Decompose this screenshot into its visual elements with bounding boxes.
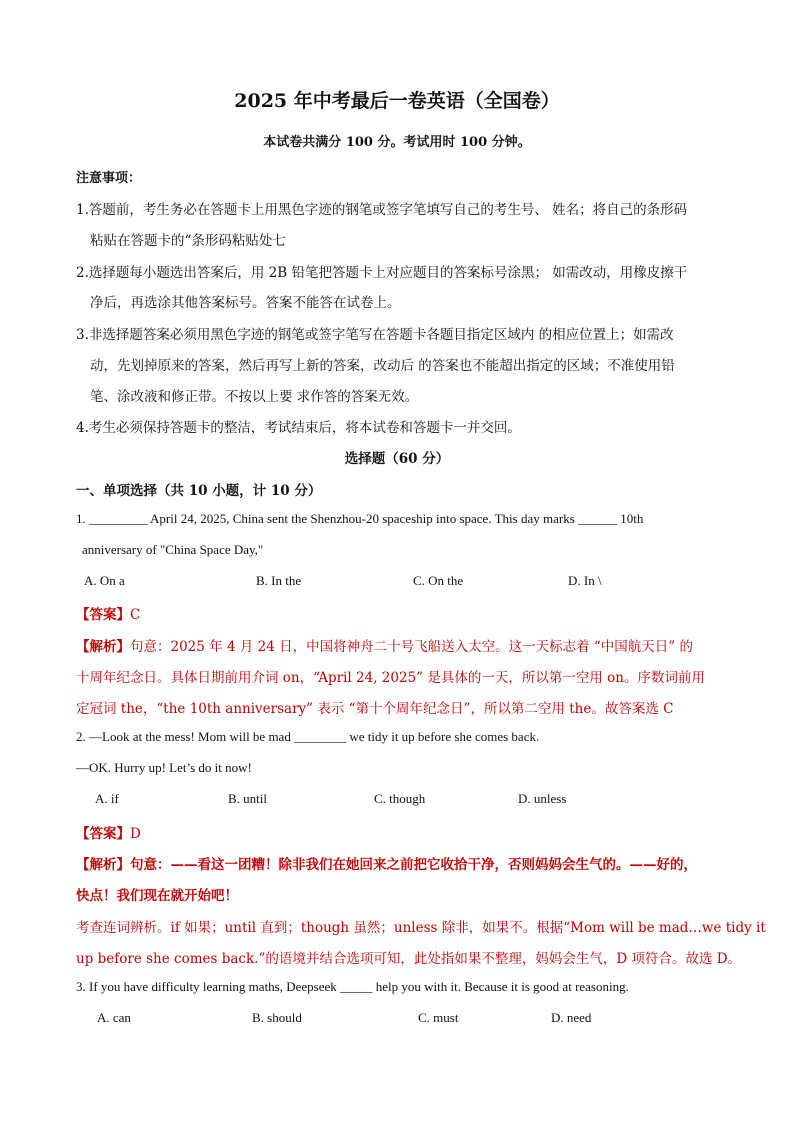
option-b: B. until: [228, 791, 268, 806]
notice-line: 4.考生必须保持答题卡的整洁，考试结束后，将本试卷和答题卡一并交回。: [76, 420, 521, 436]
question-stem: anniversary of "China Space Day,": [82, 542, 264, 557]
answer-label: 【答案】: [76, 607, 130, 623]
question-stem: 1. _________ April 24, 2025, China sent the Shenzhou-20 spaceship into space. This day marks ______ 10th: [76, 511, 644, 526]
notice-heading: 注意事项：: [76, 171, 142, 186]
question-stem: —OK. Hurry up! Let’s do it now!: [76, 760, 252, 775]
notice-line: 净后，再选涂其他答案标号。答案不能答在试卷上。: [90, 295, 401, 311]
analysis-text: 快点！我们现在就开始吧！: [76, 888, 238, 904]
page-subtitle: 本试卷共满分 100 分。考试用时 100 分钟。: [263, 135, 531, 150]
analysis-label: 【解析】: [76, 639, 130, 655]
answer-value: C: [130, 607, 141, 623]
analysis-text: 考查连词辨析。if 如果；until 直到；though 虽然；unless 除非，如果不。根据“Mom will be mad…we tidy it: [76, 920, 766, 936]
option-c: C. must: [418, 1010, 459, 1025]
notice-line: 1.答题前，考生务必在答题卡上用黑色字迹的钢笔或签字笔填写自己的考生号、 姓名；将自己的条形码: [76, 202, 688, 218]
analysis-row: [76, 853, 697, 873]
answer-row: [76, 822, 141, 842]
analysis-text: 定冠词 the，“the 10th anniversary” 表示 “第十个周年纪念日”，所以第二空用 the。故答案选 C: [76, 701, 674, 717]
analysis-text: 十周年纪念日。具体日期前用介词 on，“April 24, 2025” 是具体的一天，所以第一空用 on。序数词前用: [76, 670, 705, 686]
option-a: A. can: [97, 1010, 131, 1025]
option-d: D. unless: [518, 791, 567, 806]
notice-line: 粘贴在答题卡的“条形码粘贴处七: [90, 233, 286, 249]
option-d: D. In \: [568, 573, 602, 588]
option-b: B. In the: [256, 573, 302, 588]
option-d: D. need: [551, 1010, 592, 1025]
analysis-text: up before she comes back.”的语境并结合选项可知，此处指如果不整理，妈妈会生气，D 项符合。故选 D。: [76, 951, 742, 967]
option-b: B. should: [252, 1010, 302, 1025]
option-c: C. On the: [413, 573, 464, 588]
analysis-text: 句意：2025 年 4 月 24 日，中国将神舟二十号飞船送入太空。这一天标志着 “中国航天日” 的: [130, 639, 693, 655]
option-a: A. On a: [84, 573, 125, 588]
option-a: A. if: [95, 791, 119, 806]
analysis-text: 句意：——看这一团糟！除非我们在她回来之前把它收拾干净，否则妈妈会生气的。——好的，: [130, 857, 697, 873]
question-stem: 2. —Look at the mess! Mom will be mad ________ we tidy it up before she comes back.: [76, 729, 540, 744]
option-c: C. though: [374, 791, 426, 806]
notice-line: 笔、涂改液和修正带。不按以上要 求作答的答案无效。: [90, 389, 419, 405]
answer-value: D: [130, 826, 141, 842]
notice-line: 动，先划掉原来的答案，然后再写上新的答案，改动后 的答案也不能超出指定的区域；不准使用铅: [90, 358, 675, 374]
answer-label: 【答案】: [76, 826, 130, 842]
page-title: 2025 年中考最后一卷英语（全国卷）: [234, 90, 560, 112]
part-title: 一、单项选择（共 10 小题，计 10 分）: [76, 483, 322, 499]
notice-line: 3.非选择题答案必须用黑色字迹的钢笔或签字笔写在答题卡各题目指定区域内 的相应位置上；如需改: [76, 327, 674, 343]
notice-line: 2.选择题每小题选出答案后，用 2B 铅笔把答题卡上对应题目的答案标号涂黑； 如需改动，用橡皮擦干: [76, 265, 688, 281]
answer-row: [76, 603, 140, 623]
question-stem: 3. If you have difficulty learning maths, Deepseek _____ help you with it. Because it is good at reasoning.: [76, 979, 629, 994]
analysis-row: [76, 635, 693, 655]
analysis-label: 【解析】: [76, 857, 130, 873]
section-title: 选择题（60 分）: [344, 451, 450, 467]
